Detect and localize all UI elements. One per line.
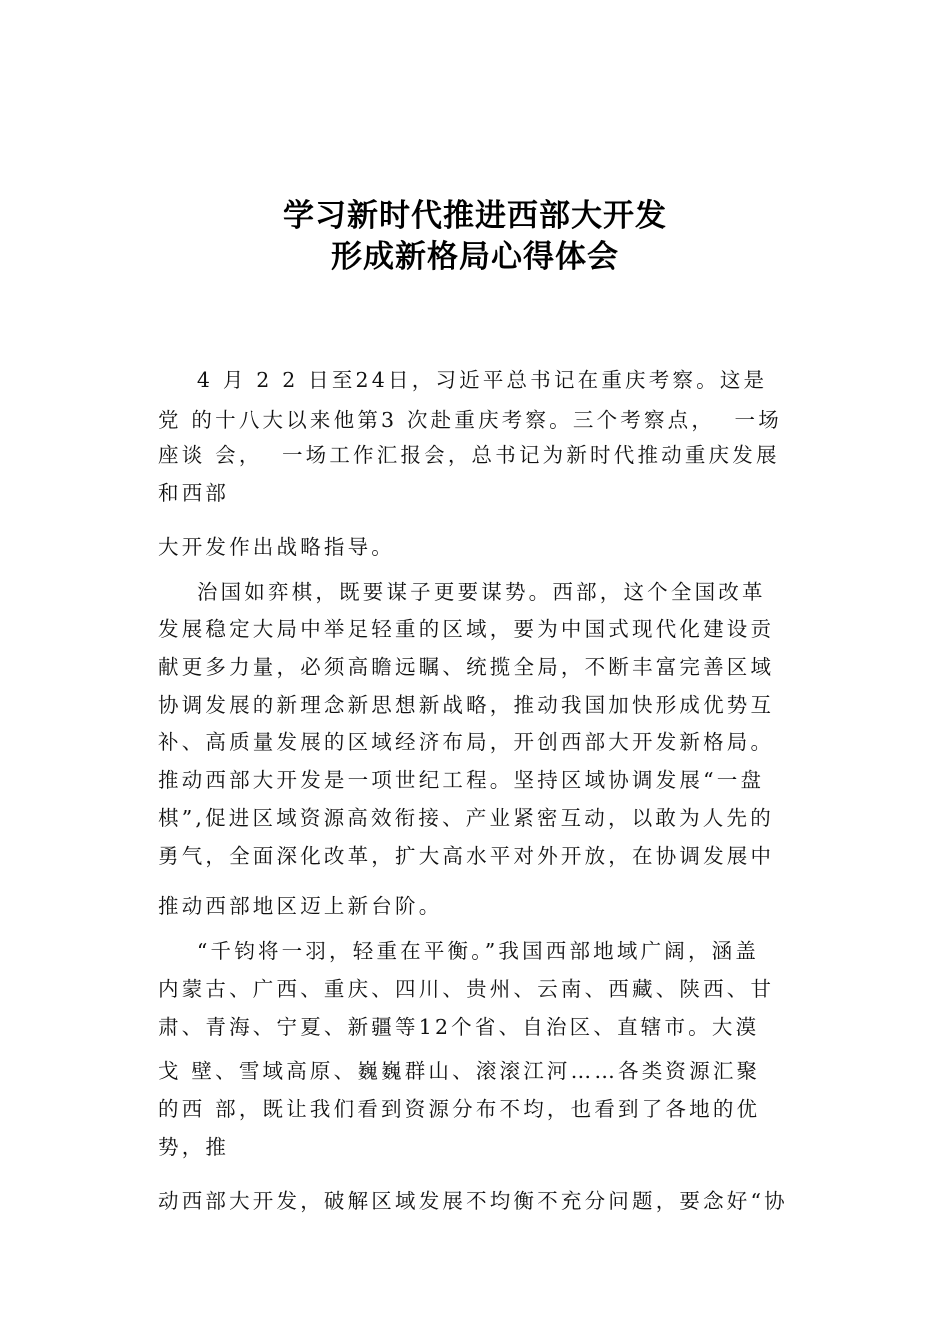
body-line: 党 的十八大以来他第3 次赴重庆考察。三个考察点， 一场 [158, 408, 782, 432]
document-title-line-2: 形成新格局心得体会 [331, 239, 619, 275]
body-line: 协调发展的新理念新思想新战略，推动我国加快形成优势互 [158, 693, 775, 717]
document-title-line-1: 学习新时代推进西部大开发 [283, 198, 667, 234]
body-line: 内蒙古、广西、重庆、四川、贵州、云南、西藏、陕西、甘 [158, 977, 775, 1001]
body-line: 发展稳定大局中举足轻重的区域，要为中国式现代化建设贡 [158, 617, 775, 641]
body-line: 势，推 [158, 1135, 230, 1159]
body-line: 座谈 会， 一场工作汇报会，总书记为新时代推动重庆发展 [158, 443, 780, 467]
body-line: 4 月 2 2 日至24日，习近平总书记在重庆考察。这是 [158, 368, 768, 392]
body-line: “千钧将一羽，轻重在平衡。”我国西部地域广阔，涵盖 [158, 939, 760, 963]
body-line: 戈 壁、雪域高原、巍巍群山、滚滚江河……各类资源汇聚 [158, 1059, 761, 1083]
body-line: 推动西部大开发是一项世纪工程。坚持区域协调发展“一盘 [158, 768, 765, 792]
body-line: 棋”,促进区域资源高效衔接、产业紧密互动，以敢为人先的 [158, 806, 774, 830]
body-line: 献更多力量，必须高瞻远瞩、统揽全局，不断丰富完善区域 [158, 655, 775, 679]
body-line: 的西 部，既让我们看到资源分布不均，也看到了各地的优 [158, 1097, 761, 1121]
body-line: 和西部 [158, 481, 230, 505]
body-line: 肃、青海、宁夏、新疆等12个省、自治区、直辖市。大漠 [158, 1015, 760, 1039]
body-line: 勇气，全面深化改革，扩大高水平对外开放，在协调发展中 [158, 844, 775, 868]
body-line: 动西部大开发，破解区域发展不均衡不充分问题，要念好“协 [158, 1189, 788, 1213]
body-line: 补、高质量发展的区域经济布局，开创西部大开发新格局。 [158, 730, 775, 754]
body-line: 大开发作出战略指导。 [158, 535, 395, 559]
body-line: 推动西部地区迈上新台阶。 [158, 894, 443, 918]
body-line: 治国如弈棋，既要谋子更要谋势。西部，这个全国改革 [158, 580, 766, 604]
